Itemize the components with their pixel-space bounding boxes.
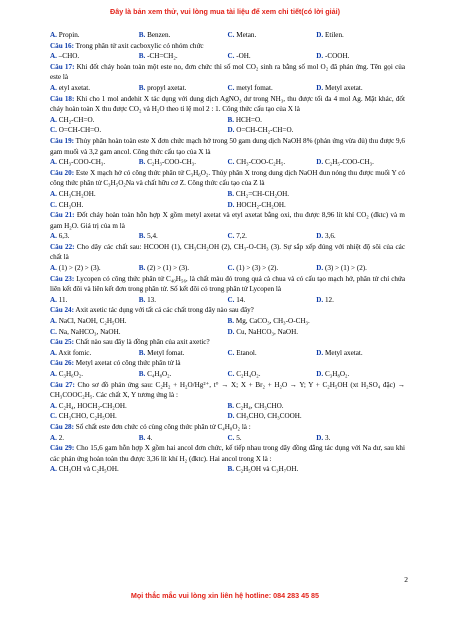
question-stem — [50, 94, 405, 115]
question-label: Câu 24: — [50, 306, 75, 315]
answer-option: B. Mg, CaCO₃, CH₃-O-CH₃. — [227, 317, 310, 326]
answer-option: C. CH₃CHO, C₂H₅OH. — [50, 412, 117, 421]
answer-option: B. 5,4. — [138, 232, 158, 241]
question-text: Đốt cháy hoàn toàn hỗn hợp X gồm metyl axetat và etyl axetat bằng oxi, thu được 8,96 lít khí CO₂ (đktc) và m gam H₂O. Giá trị của m là — [50, 211, 405, 230]
answer-option: D. O=CH-CH₂-CH=O. — [227, 126, 294, 135]
question-text: Este X mạch hở có công thức phân tử C₃H₆O₂. Thủy phân X trong dung dịch NaOH đun nóng thu được muối Y có công thức phân tử C₃H₅O₂Na và chất hữu cơ Z. Công thức cấu tạo của Z là — [50, 168, 405, 188]
question-text: Axit axetic tác dụng với tất cả các chất trong dãy nào sau đây? — [74, 306, 254, 315]
answer-option: B. CH₂=CH-CH₂OH. — [227, 189, 290, 198]
answer-option: C. (1) > (3) > (2). — [227, 264, 279, 273]
preview-banner: Đây là bản xem thử, vui lòng mua tài liệu để xem chi tiết(có lời giải) — [110, 7, 340, 16]
answer-options-row — [50, 30, 405, 41]
answer-option: C. 5. — [227, 433, 242, 442]
question-stem — [50, 168, 405, 189]
answer-option: A. 2. — [50, 433, 65, 442]
answer-option: B. -CH=CH₂. — [138, 52, 178, 61]
question-label: Câu 23: — [50, 274, 75, 283]
answer-options-row — [50, 295, 405, 306]
answer-options-row — [50, 157, 405, 168]
question-stem — [50, 305, 405, 316]
question-text: Trong phân tử axit cacboxylic có nhóm chức — [74, 41, 204, 50]
answer-option: D. HOCH₂-CH₂OH. — [227, 200, 286, 209]
question-label: Câu 26: — [50, 359, 75, 368]
question-label: Câu 18: — [50, 94, 75, 103]
answer-option: D. Metyl axetat. — [316, 348, 363, 357]
answer-options-row — [50, 401, 405, 412]
answer-option: A. CH₃CH₂OH. — [50, 189, 96, 198]
question-label: Câu 17: — [50, 62, 75, 71]
answer-option: D. C₂H₅-COO-CH₃. — [316, 158, 374, 167]
answer-option: B. Metyl fomat. — [138, 348, 185, 357]
answer-option: D. (3) > (1) > (2). — [316, 264, 367, 273]
answer-options-row — [50, 348, 405, 359]
answer-option: C. metyl fomat. — [227, 83, 273, 92]
answer-option: A. 6,3. — [50, 232, 70, 241]
question-stem — [50, 337, 405, 348]
question-stem — [50, 274, 405, 295]
answer-option: D. Etilen. — [316, 31, 344, 39]
answer-option: C. C₂H₄O₂. — [227, 370, 261, 378]
page-number: 2 — [404, 575, 408, 584]
answer-option: A. Propin. — [50, 31, 80, 39]
answer-option: A. C₃H₆O₂. — [50, 370, 84, 378]
question-text: Cho 15,6 gam hỗn hợp X gồm hai ancol đơn chức, kế tiếp nhau trong dãy đồng đẳng tác dụng với Na dư, sau khi các phản ứng hoàn toàn thu được 3,36 lít khí H₂ (đktc). Hai ancol trong X là : — [50, 444, 405, 463]
question-text: Lycopen có công thức phân tử C₄₀H₅₆, là chất màu đỏ trong quả cà chua và có cấu tạo mạch hở, phân tử chỉ chứa liên kết đôi và liên kết đơn trong phân tử. Số kết đôi có trong phân tử Lycopen là — [50, 274, 405, 294]
question-label: Câu 19: — [50, 136, 75, 145]
question-text: Chất nào sau đây là đồng phân của axit axetic? — [74, 338, 210, 347]
question-label: Câu 29: — [50, 444, 75, 453]
question-text: Khi cho 1 mol anđehit X tác dụng với dung dịch AgNO₃ dư trong NH₃, thu được tối đa 4 mol Ag. Mặt khác, đốt cháy hoàn toàn X thu được CO₂ và H₂O theo tỉ lệ mol 2 : 1. Công thức cấu tạo của X là — [50, 94, 405, 114]
question-label: Câu 21: — [50, 211, 75, 220]
answer-option: C. Metan. — [227, 31, 257, 39]
answer-option: B. 13. — [138, 295, 157, 304]
answer-option: A. Axit fomic. — [50, 348, 92, 357]
answer-option: D. C₃H₈O₂. — [316, 370, 350, 378]
question-label: Câu 25: — [50, 338, 75, 347]
answer-option: C. 7,2. — [227, 232, 247, 241]
answer-option: A. NaCl, NaOH, C₂H₅OH. — [50, 317, 127, 326]
answer-options-row — [50, 189, 405, 200]
question-stem — [50, 380, 405, 401]
answer-option: D. 3,6. — [316, 232, 336, 241]
answer-option: B. C₂H₅OH và C₃H₇OH. — [227, 465, 299, 474]
question-text: Cho sơ đồ phản ứng sau: C₂H₂ + H₂O/Hg²⁺, t° → X; X + Br₂ + H₂O → Y; Y + C₂H₅OH (xt H₂SO₄ đặc) → CH₃COOC₂H₅. Các chất X, Y tương ứng là : — [50, 380, 405, 400]
answer-option: D. CH₃CHO, CH₃COOH. — [227, 412, 302, 421]
answer-options-row — [50, 231, 405, 242]
answer-option: A. (1) > (2) > (3). — [50, 264, 101, 273]
answer-options-row — [50, 115, 405, 126]
answer-option: C. O=CH-CH=O. — [50, 126, 102, 135]
answer-option: A. 11. — [50, 295, 68, 304]
question-stem — [50, 210, 405, 231]
question-stem — [50, 422, 405, 433]
question-text: Metyl axetat có công thức phân tử là — [74, 359, 181, 368]
answer-options-row — [50, 327, 405, 338]
answer-option: D. Cu, NaHCO₃, NaOH. — [227, 327, 299, 336]
question-stem — [50, 443, 405, 464]
answer-options-row — [50, 433, 405, 444]
question-stem — [50, 136, 405, 157]
answer-options-row — [50, 411, 405, 422]
answer-option: B. C₄H₈O₂. — [138, 370, 172, 378]
question-label: Câu 22: — [50, 242, 75, 251]
answer-option: C. CH₃OH. — [50, 200, 84, 209]
answer-option: B. HCH=O. — [227, 115, 262, 124]
question-text: Số chất este đơn chức có cùng công thức phân tử C₄H₈O₂ là : — [74, 422, 251, 431]
answer-option: A. C₂H₄, HOCH₂-CH₂OH. — [50, 401, 127, 410]
question-stem — [50, 358, 405, 369]
answer-option: A. –CHO. — [50, 52, 80, 61]
question-text: Khi đốt cháy hoàn toàn một este no, đơn chức thì số mol CO₂ sinh ra bằng số mol O₂ đã phản ứng. Tên gọi của este là — [50, 62, 405, 82]
answer-option: B. C₂H₄, CH₃CHO. — [227, 401, 284, 410]
question-label: Câu 28: — [50, 422, 75, 431]
answer-option: D. -COOH. — [316, 52, 350, 61]
answer-option: B. propyl axetat. — [138, 83, 187, 92]
answer-options-row — [50, 464, 405, 475]
question-label: Câu 20: — [50, 168, 75, 177]
answer-option: D. Metyl axetat. — [316, 83, 363, 92]
answer-option: B. Benzen. — [138, 31, 171, 39]
answer-options-row — [50, 200, 405, 211]
question-label: Câu 16: — [50, 41, 75, 50]
answer-option: B. (2) > (1) > (3). — [138, 264, 190, 273]
answer-option: C. Etanol. — [227, 348, 257, 357]
answer-option: C. Na, NaHCO₃, NaOH. — [50, 327, 121, 336]
question-stem — [50, 41, 405, 52]
answer-option: C. CH₃-COO-C₂H₅. — [227, 158, 286, 167]
question-label: Câu 27: — [50, 380, 75, 389]
answer-option: A. CH₂-CH=O. — [50, 115, 95, 124]
answer-options-row — [50, 316, 405, 327]
answer-options-row — [50, 51, 405, 62]
answer-options-row — [50, 83, 405, 94]
answer-option: A. CH₃OH và C₂H₅OH. — [50, 465, 119, 474]
question-text: Thủy phân hoàn toàn este X đơn chức mạch hở trong 50 gam dung dịch NaOH 8% (phản ứng vừa đủ) thu được 9,6 gam muối và 3,2 gam ancol. Công thức cấu tạo của X là — [50, 136, 405, 156]
question-stem — [50, 62, 405, 83]
answer-option: D. 12. — [316, 295, 334, 304]
question-list — [50, 30, 405, 475]
answer-options-row — [50, 369, 405, 380]
answer-options-row — [50, 125, 405, 136]
answer-option: C. 14. — [227, 295, 246, 304]
answer-option: A. etyl axetat. — [50, 83, 91, 92]
answer-options-row — [50, 263, 405, 274]
question-text: Cho dãy các chất sau: HCOOH (1), CH₃CH₂OH (2), CH₃-O-CH₃ (3). Sự sắp xếp đúng với nhiệt độ sôi của các chất là — [50, 242, 406, 262]
answer-option: B. 4. — [138, 433, 153, 442]
answer-option: C. -OH. — [227, 52, 251, 61]
question-stem — [50, 242, 405, 263]
answer-option: B. C₂H₃-COO-CH₃. — [138, 158, 197, 167]
hotline-footer: Mọi thắc mắc vui lòng xin liên hệ hotline: 084 283 45 85 — [130, 591, 320, 600]
answer-option: D. 3. — [316, 433, 331, 442]
answer-option: A. CH₃-COO-CH₃. — [50, 158, 106, 167]
